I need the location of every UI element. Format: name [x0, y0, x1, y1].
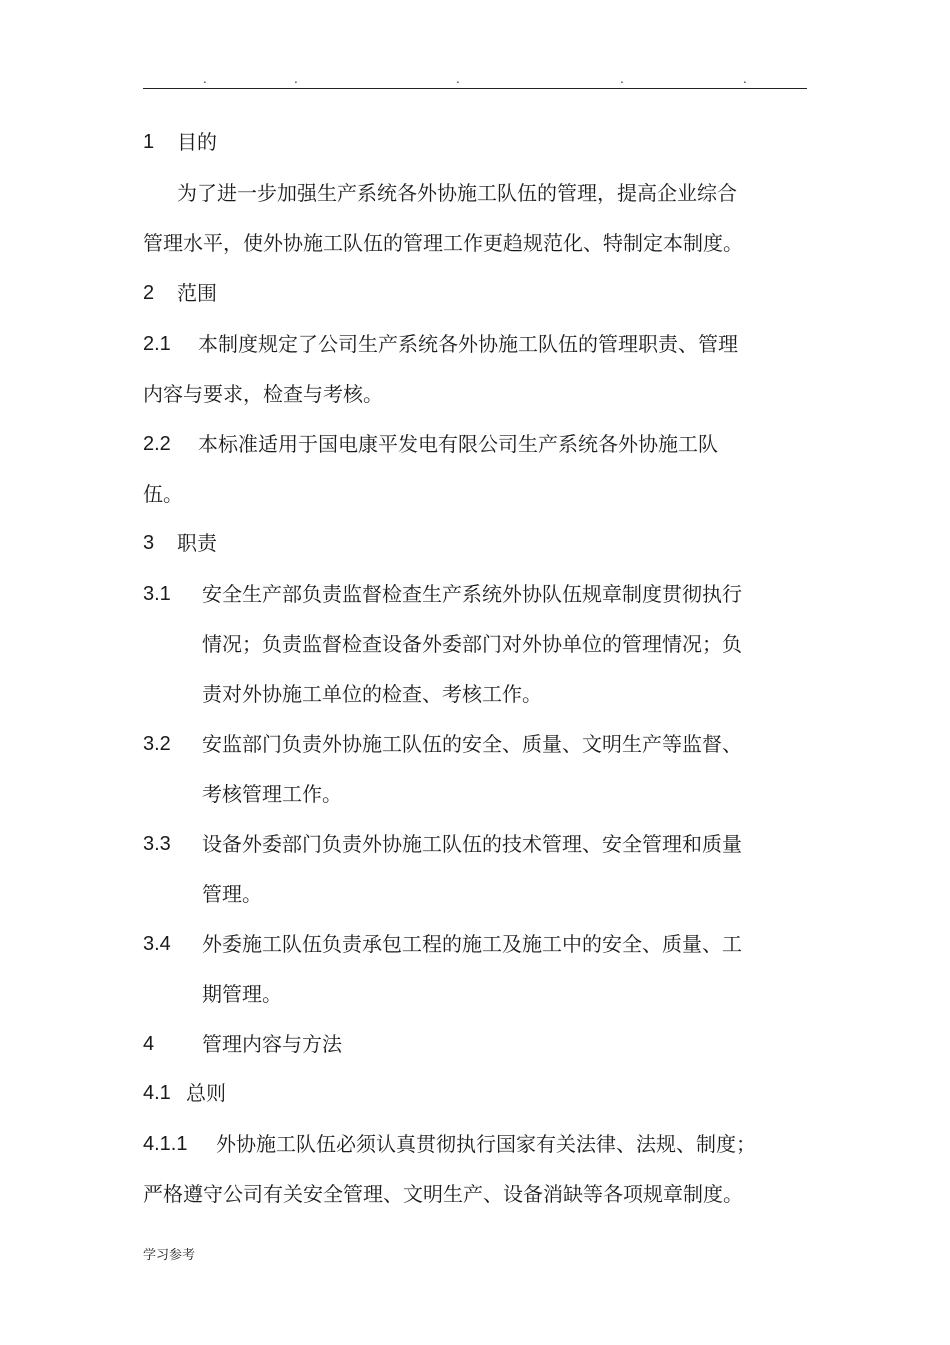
header-dot: . — [743, 72, 747, 86]
header-dot: . — [294, 72, 298, 86]
clause-text: 期管理。 — [202, 982, 282, 1006]
header-dot: . — [620, 72, 624, 86]
section-number: 3 — [143, 532, 155, 554]
section-title: 目的 — [177, 130, 217, 154]
paragraph-text: 管理水平，使外协施工队伍的管理工作更趋规范化、特制定本制度。 — [143, 231, 743, 255]
clause-text: 安监部门负责外协施工队伍的安全、质量、文明生产等监督、 — [202, 732, 742, 756]
section-title: 职责 — [177, 531, 217, 555]
header-dot: . — [203, 72, 207, 86]
clause-text: 考核管理工作。 — [202, 782, 342, 806]
section-number: 4 — [143, 1033, 155, 1055]
clause-text: 本标准适用于国电康平发电有限公司生产系统各外协施工队 — [198, 432, 718, 456]
clause-number: 2.2 — [143, 433, 171, 455]
clause-number: 3.2 — [143, 733, 171, 755]
clause-text: 情况；负责监督检查设备外委部门对外协单位的管理情况；负 — [202, 632, 742, 656]
clause-number: 2.1 — [143, 333, 171, 355]
section-number: 1 — [143, 131, 155, 153]
clause-number: 3.4 — [143, 933, 171, 955]
footer-label: 学习参考 — [143, 1248, 196, 1263]
clause-text: 设备外委部门负责外协施工队伍的技术管理、安全管理和质量 — [202, 832, 742, 856]
clause-number: 4.1.1 — [143, 1133, 188, 1155]
clause-text: 伍。 — [143, 482, 183, 506]
clause-number: 3.1 — [143, 583, 171, 605]
clause-text: 安全生产部负责监督检查生产系统外协队伍规章制度贯彻执行 — [202, 582, 742, 606]
header-dot: . — [456, 72, 460, 86]
section-title: 管理内容与方法 — [202, 1032, 342, 1056]
clause-text: 责对外协施工单位的检查、考核工作。 — [202, 682, 542, 706]
clause-text: 本制度规定了公司生产系统各外协施工队伍的管理职责、管理 — [198, 332, 738, 356]
clause-text: 外协施工队伍必须认真贯彻执行国家有关法律、法规、制度； — [216, 1132, 756, 1156]
clause-text: 严格遵守公司有关安全管理、文明生产、设备消缺等各项规章制度。 — [143, 1182, 743, 1206]
section-number: 2 — [143, 282, 155, 304]
clause-text: 管理。 — [202, 882, 262, 906]
paragraph-text: 为了进一步加强生产系统各外协施工队伍的管理，提高企业综合 — [177, 181, 737, 205]
section-title: 范围 — [177, 281, 217, 305]
clause-text: 内容与要求，检查与考核。 — [143, 382, 383, 406]
subsection-title: 总则 — [186, 1081, 226, 1105]
clause-number: 3.3 — [143, 833, 171, 855]
clause-number: 4.1 — [143, 1082, 171, 1104]
header-rule — [143, 88, 807, 89]
clause-text: 外委施工队伍负责承包工程的施工及施工中的安全、质量、工 — [202, 932, 742, 956]
